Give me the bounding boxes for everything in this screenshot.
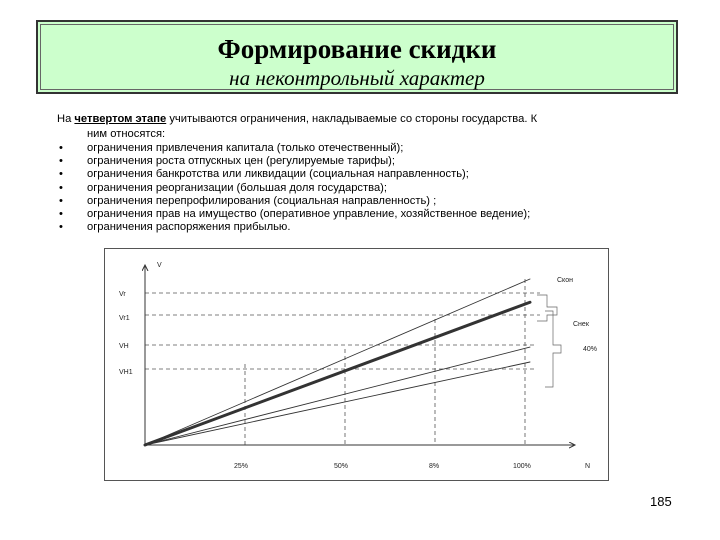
list-item-text: ограничения перепрофилирования (социальная направленность) ; bbox=[87, 194, 437, 207]
y-tick-label: VH1 bbox=[119, 369, 133, 376]
bracket-kon bbox=[537, 295, 557, 321]
y-tick-label: VH bbox=[119, 343, 129, 350]
list-item bbox=[57, 155, 677, 168]
restrictions-list bbox=[57, 142, 677, 234]
list-item-text: ограничения прав на имущество (оперативное управление, хозяйственное ведение); bbox=[87, 208, 531, 221]
title-banner bbox=[36, 20, 678, 94]
list-item bbox=[57, 208, 677, 221]
label-skon: Скон bbox=[557, 277, 573, 284]
bullet-icon: • bbox=[59, 168, 63, 181]
list-item-text: ограничения привлечения капитала (только отечественный); bbox=[87, 142, 404, 154]
x-axis-label: N bbox=[585, 463, 591, 470]
list-item-text: ограничения реорганизации (большая доля государства); bbox=[87, 181, 388, 194]
slide-title: Формирование скидки bbox=[217, 34, 497, 64]
intro-emphasis: четвертом этапе bbox=[74, 113, 167, 125]
label-40: 40% bbox=[583, 346, 598, 353]
list-item-text: ограничения роста отпускных цен (регулируемые тарифы); bbox=[87, 155, 396, 168]
y-axis-label: V bbox=[157, 262, 162, 269]
x-tick-label: 25% bbox=[234, 463, 249, 470]
list-item bbox=[57, 142, 677, 155]
bullet-icon: • bbox=[59, 194, 63, 207]
discount-chart bbox=[105, 249, 610, 482]
bracket-nek bbox=[545, 311, 561, 387]
list-item bbox=[57, 195, 677, 208]
list-item bbox=[57, 182, 677, 195]
bullet-icon: • bbox=[59, 221, 63, 234]
y-tick-label: Vr bbox=[119, 291, 126, 298]
list-item-text: ограничения банкротства или ликвидации (социальная направленность); bbox=[87, 168, 469, 181]
intro-line2: ним относятся: bbox=[87, 128, 166, 140]
discount-chart-frame bbox=[104, 248, 609, 481]
page-number: 185 bbox=[650, 494, 672, 509]
list-item bbox=[57, 221, 677, 234]
x-tick-label: 50% bbox=[334, 463, 349, 470]
label-snek: Снек bbox=[573, 321, 589, 328]
slide-subtitle: на неконтрольный характер bbox=[229, 66, 485, 90]
intro-prefix: На bbox=[57, 113, 75, 125]
grid-lines bbox=[145, 279, 540, 445]
list-item bbox=[57, 168, 677, 181]
intro-rest: учитываются ограничения, накладываемые со стороны государства. К bbox=[166, 113, 538, 125]
x-tick-label: 8% bbox=[429, 463, 440, 470]
bullet-icon: • bbox=[59, 155, 63, 168]
x-tick-label: 100% bbox=[513, 463, 531, 470]
bullet-icon: • bbox=[59, 208, 63, 221]
series-line-2 bbox=[145, 302, 530, 445]
intro-paragraph bbox=[57, 112, 677, 142]
bullet-icon: • bbox=[59, 181, 63, 194]
series-layer bbox=[145, 279, 530, 445]
list-item-text: ограничения распоряжения прибылью. bbox=[87, 221, 291, 234]
bullet-icon: • bbox=[59, 142, 63, 154]
y-tick-label: Vr1 bbox=[119, 315, 130, 322]
